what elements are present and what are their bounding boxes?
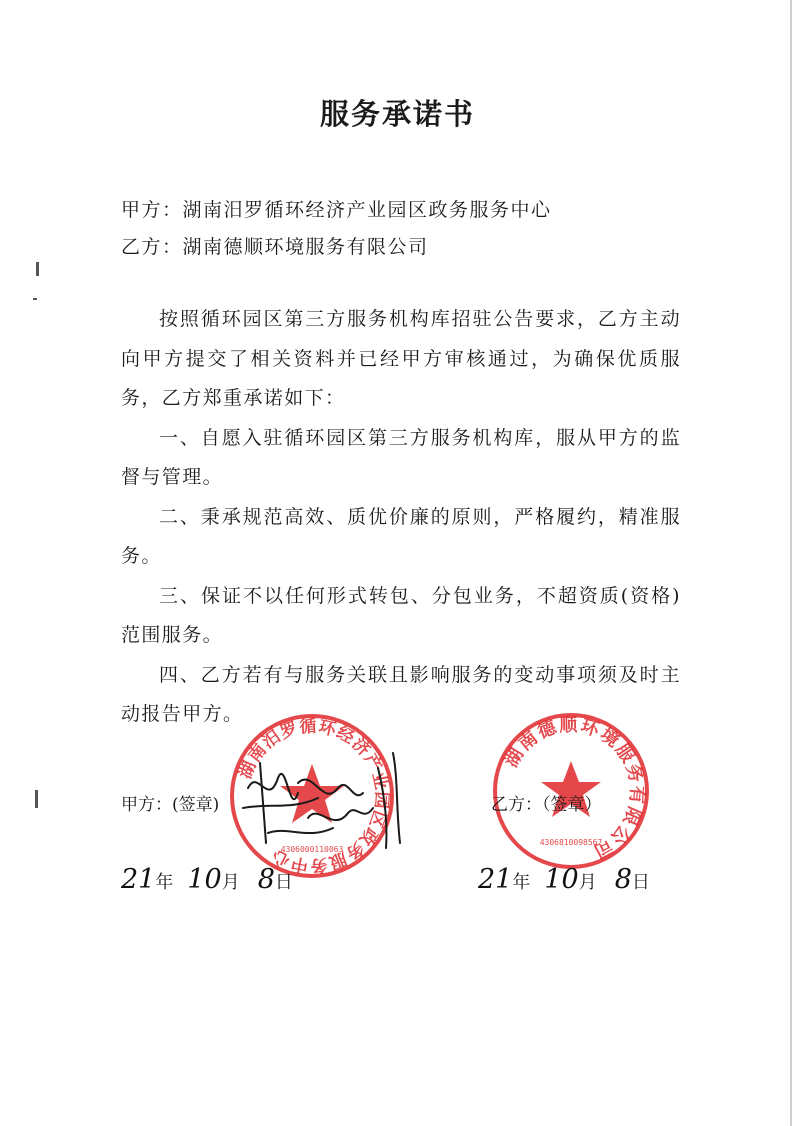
party-b-date: 21年 10月 8日	[478, 864, 650, 895]
commitment-item-2: 二、秉承规范高效、质优价廉的原则，严格履约，精准服务。	[121, 505, 681, 567]
party-a-signature-label: 甲方：(签章)	[121, 795, 220, 815]
document-title: 服务承诺书	[319, 97, 475, 131]
party-a-handwritten-signature	[238, 748, 413, 858]
commitment-item-3: 三、保证不以任何形式转包、分包业务，不超资质(资格)范围服务。	[121, 584, 681, 646]
party-a-seal-text: 湖南汨罗循环经济产业园区政务服务中心	[235, 716, 392, 876]
party-a-date: 21年 10月 8日	[121, 864, 293, 895]
party-b-date-day: 8	[614, 864, 632, 895]
scan-edge	[790, 0, 792, 1126]
party-b-date-month: 10	[544, 864, 579, 895]
party-b-seal-text: 湖南德顺环境服务有限公司	[500, 714, 648, 863]
party-a-seal-number: 4306000110063	[280, 845, 344, 854]
scan-mark	[35, 790, 38, 808]
scan-mark	[36, 262, 39, 276]
party-a-date-day: 8	[257, 864, 275, 895]
scan-mark	[33, 298, 37, 300]
party-b-signature-label: 乙方：（签章）	[491, 795, 602, 815]
party-b-seal-number: 4306810098567	[539, 838, 603, 847]
intro-paragraph: 按照循环园区第三方服务机构库招驻公告要求，乙方主动向甲方提交了相关资料并已经甲方审核通过，为确保优质服务，乙方郑重承诺如下：	[121, 308, 681, 409]
party-b-date-year: 21	[478, 864, 513, 895]
party-a-line: 甲方：湖南汨罗循环经济产业园区政务服务中心	[121, 199, 552, 221]
commitment-item-4: 四、乙方若有与服务关联且影响服务的变动事项须及时主动报告甲方。	[121, 663, 681, 725]
party-a-date-month: 10	[187, 864, 222, 895]
party-b-line: 乙方：湖南德顺环境服务有限公司	[121, 236, 429, 258]
party-a-date-year: 21	[121, 864, 156, 895]
commitment-item-1: 一、自愿入驻循环园区第三方服务机构库，服从甲方的监督与管理。	[121, 426, 681, 488]
commitment-body	[121, 300, 681, 735]
